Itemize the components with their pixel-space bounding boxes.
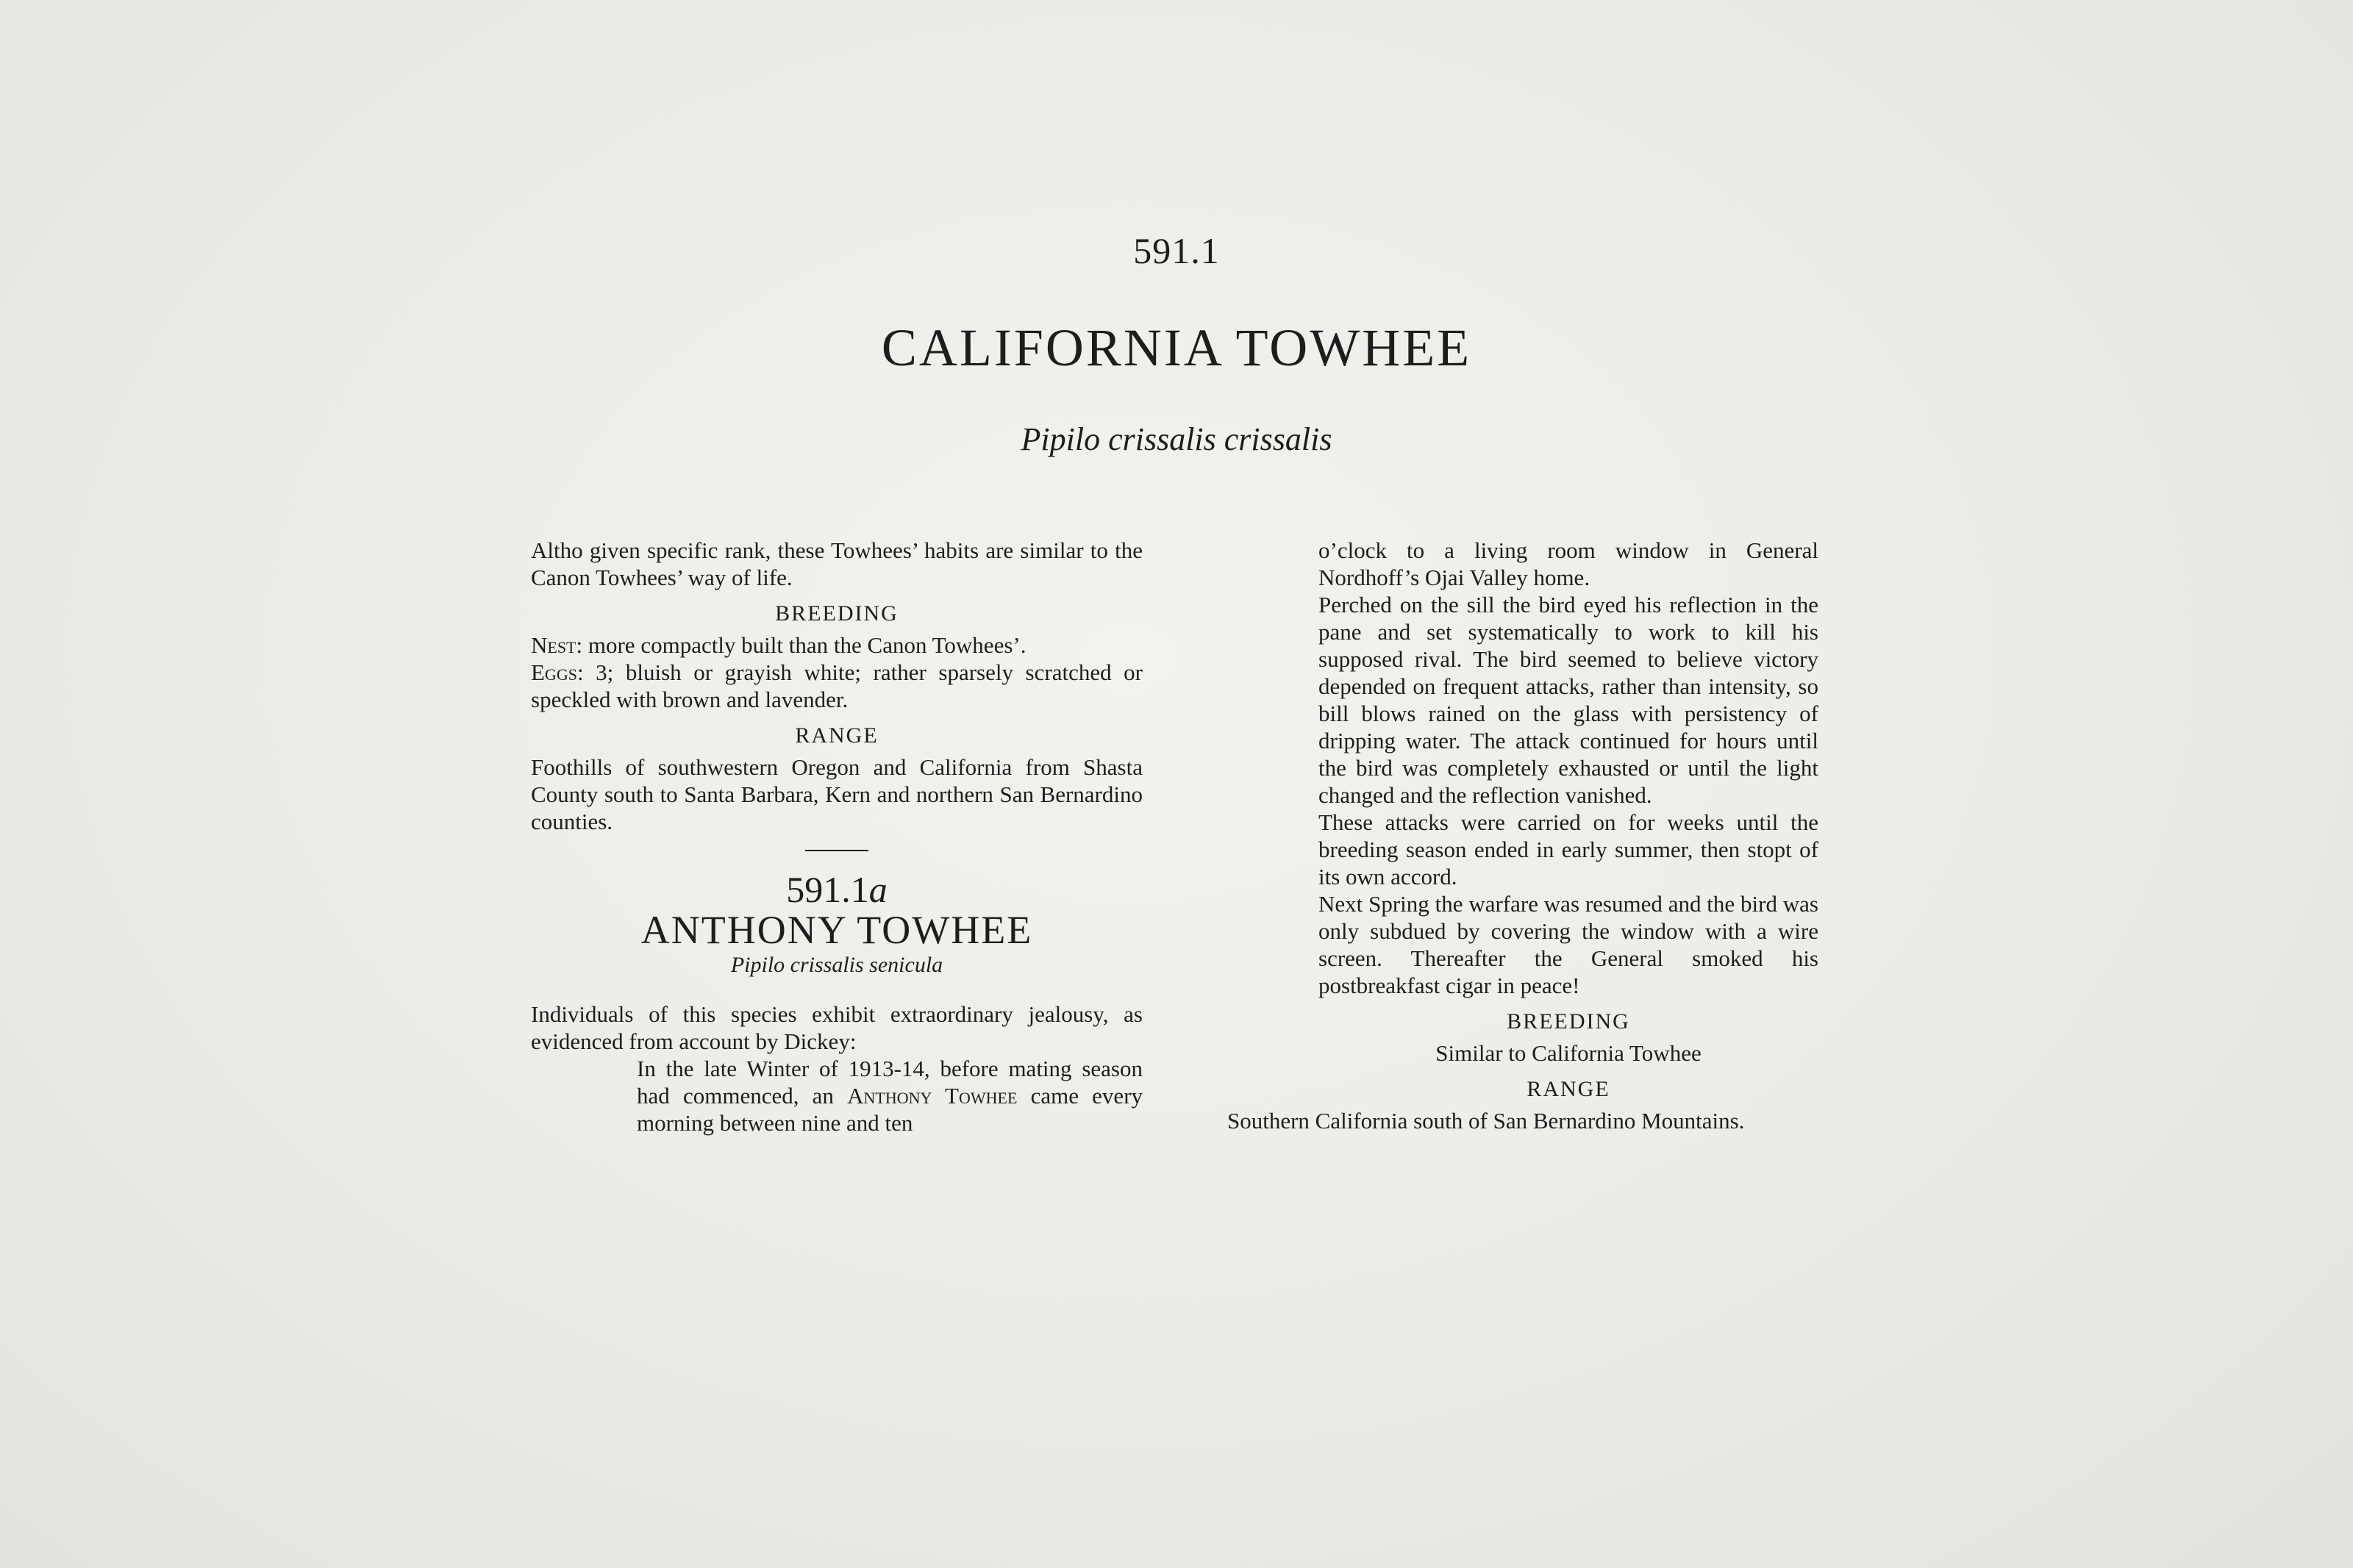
range-heading: RANGE xyxy=(795,723,879,748)
section-divider xyxy=(805,850,868,851)
breeding-text-2: Similar to California Towhee xyxy=(1435,1040,1702,1066)
left-column xyxy=(531,537,1143,1136)
range-text-2: Southern California south of San Bernardino Mountains. xyxy=(1227,1108,1745,1134)
subspecies-number-main: 591.1 xyxy=(786,869,869,910)
scientific-name: Pipilo crissalis crissalis xyxy=(1021,421,1332,457)
nest-paragraph xyxy=(531,631,1143,713)
intro-paragraph: Altho given specific rank, these Towhees’ habits are similar to the Canon Towhees’ way of life. xyxy=(531,537,1143,590)
perched-paragraph: Perched on the sill the bird eyed his reflection in the pane and set systematically to work to kill his supposed rival. The bird seemed to believe victory depended on frequent attacks, rather than intensity, so bill blows rained on the glass with persistency of dripping water. The attack continued for hours until the bird was completely exhausted or until the light changed and the reflection vanished. xyxy=(1318,592,1818,808)
right-column xyxy=(1227,537,1818,1134)
range-heading-2: RANGE xyxy=(1527,1077,1610,1101)
quote-mid: came every morning between nine and ten xyxy=(637,1083,1143,1136)
attacks-paragraph: These attacks were carried on for weeks until the breeding season ended in early summer, then stopt of its own accord. xyxy=(1318,809,1818,889)
species-title: CALIFORNIA TOWHEE xyxy=(881,318,1472,377)
subspecies-number-suffix: a xyxy=(868,869,888,910)
subspecies-number xyxy=(531,869,1143,910)
quote-continuation: o’clock to a living room window in General Nordhoff’s Ojai Valley home. xyxy=(1318,537,1818,590)
quote-start: In the late Winter of 1913-14, before mating season had commenced, an xyxy=(637,1056,1143,1109)
eggs-text: 3; bluish or grayish white; rather sparsely scratched or speckled with brown and lavender. xyxy=(531,659,1143,712)
subspecies-scientific-name: Pipilo crissalis senicula xyxy=(730,953,943,977)
subspecies-title: ANTHONY TOWHEE xyxy=(640,908,1033,952)
range-paragraph: Foothills of southwestern Oregon and California from Shasta County south to Santa Barbara, Kern and northern San Bernardino counties. xyxy=(531,754,1143,834)
breeding-heading: BREEDING xyxy=(775,601,899,626)
section-number: 591.1 xyxy=(1133,230,1220,271)
nest-text: more compactly built than the Canon Towhees’. xyxy=(582,632,1026,658)
nest-label: Nest: xyxy=(531,632,583,658)
spring-paragraph: Next Spring the warfare was resumed and the bird was only subdued by covering the window with a wire screen. Thereafter the General smoked his postbreakfast cigar in peace! xyxy=(1318,891,1818,998)
quote-bird-name: Anthony Towhee xyxy=(847,1083,1018,1109)
breeding-heading-2: BREEDING xyxy=(1507,1009,1630,1034)
eggs-label: Eggs: xyxy=(531,659,584,685)
quote-paragraph xyxy=(637,1055,1143,1136)
subspecies-intro: Individuals of this species exhibit extraordinary jealousy, as evidenced from account by Dickey: xyxy=(531,1001,1143,1054)
